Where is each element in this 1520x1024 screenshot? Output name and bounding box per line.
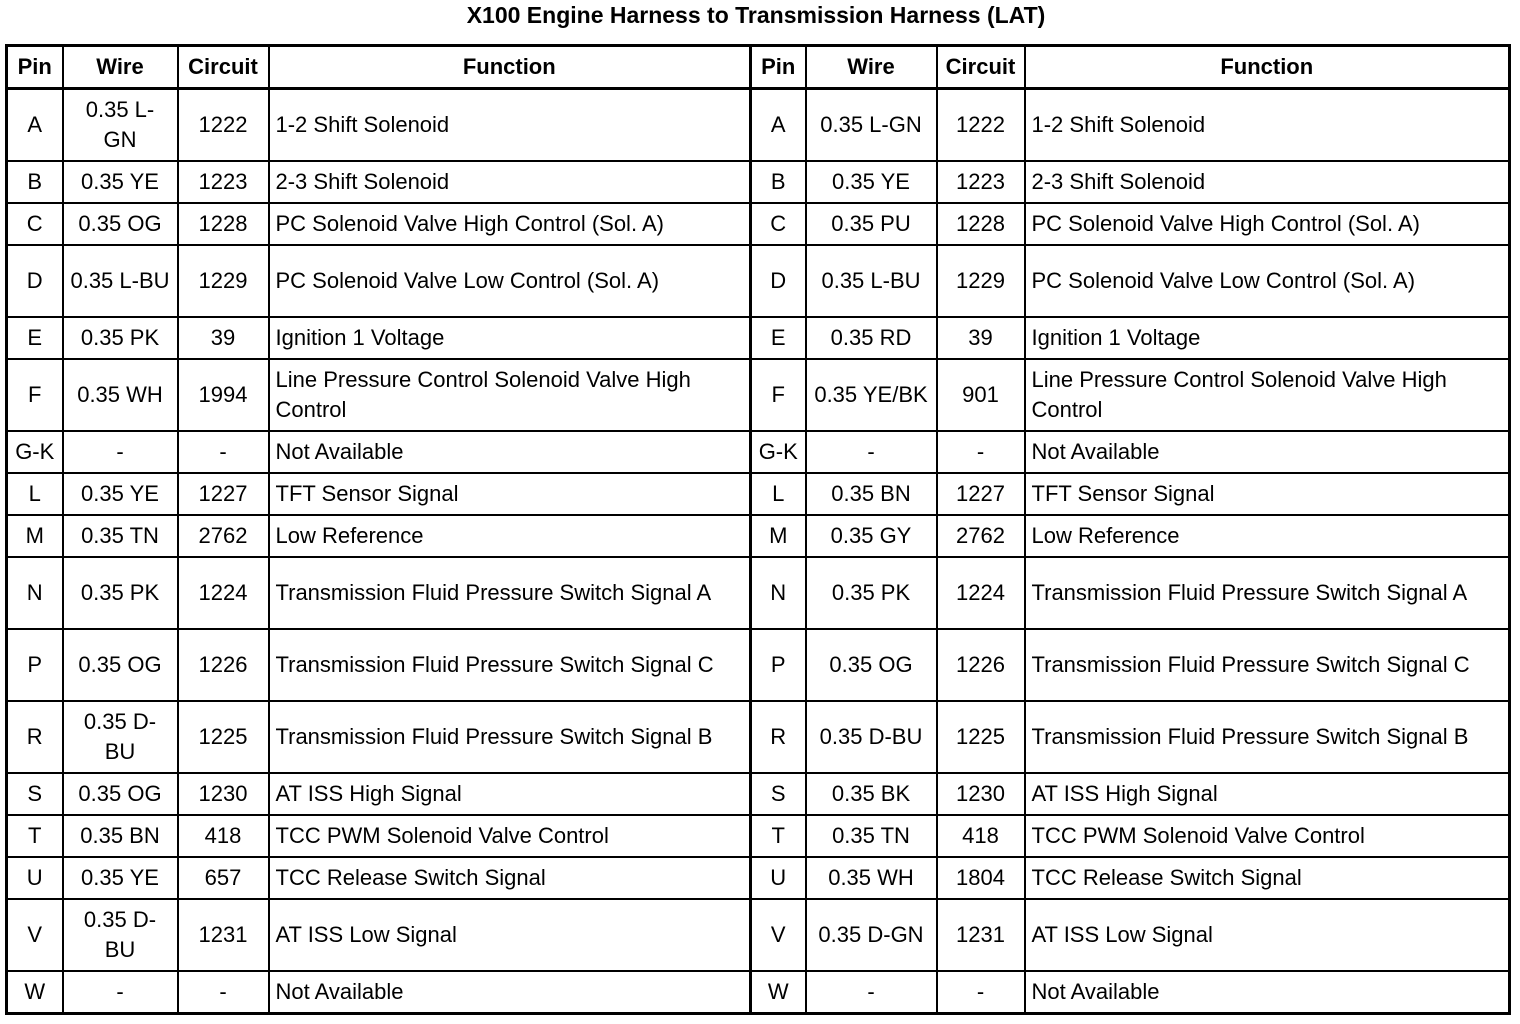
pin-right-cell: S <box>751 773 806 815</box>
header-row <box>7 46 1510 89</box>
circuit-right-cell: 39 <box>937 317 1025 359</box>
function-left-cell: Not Available <box>269 971 751 1014</box>
wire-right-cell: 0.35 GY <box>806 515 937 557</box>
function-left-cell: PC Solenoid Valve Low Control (Sol. A) <box>269 245 751 317</box>
pin-left-cell: U <box>7 857 63 899</box>
table-row <box>7 203 1510 245</box>
header-circuit-left: Circuit <box>178 46 269 89</box>
table-row <box>7 815 1510 857</box>
wire-right-cell: 0.35 WH <box>806 857 937 899</box>
pin-right-cell: R <box>751 701 806 773</box>
circuit-right-cell: 1226 <box>937 629 1025 701</box>
function-right-cell: 1-2 Shift Solenoid <box>1025 89 1510 162</box>
wire-right-cell: 0.35 TN <box>806 815 937 857</box>
function-left-cell: 1-2 Shift Solenoid <box>269 89 751 162</box>
pin-left-cell: C <box>7 203 63 245</box>
function-right-cell: Transmission Fluid Pressure Switch Signal C <box>1025 629 1510 701</box>
pin-right-cell: E <box>751 317 806 359</box>
function-left-cell: Not Available <box>269 431 751 473</box>
circuit-left-cell: 1225 <box>178 701 269 773</box>
function-left-cell: Low Reference <box>269 515 751 557</box>
wire-left-cell: 0.35 OG <box>63 629 178 701</box>
circuit-left-cell: 1229 <box>178 245 269 317</box>
function-right-cell: AT ISS Low Signal <box>1025 899 1510 971</box>
pin-right-cell: D <box>751 245 806 317</box>
function-left-cell: AT ISS High Signal <box>269 773 751 815</box>
circuit-left-cell: - <box>178 971 269 1014</box>
wire-left-cell: 0.35 D-BU <box>63 899 178 971</box>
function-left-cell: Transmission Fluid Pressure Switch Signal B <box>269 701 751 773</box>
pin-right-cell: F <box>751 359 806 431</box>
function-right-cell: PC Solenoid Valve Low Control (Sol. A) <box>1025 245 1510 317</box>
function-right-cell: Not Available <box>1025 971 1510 1014</box>
function-left-cell: TFT Sensor Signal <box>269 473 751 515</box>
pin-right-cell: T <box>751 815 806 857</box>
circuit-right-cell: 901 <box>937 359 1025 431</box>
table-title: X100 Engine Harness to Transmission Harness (LAT) <box>466 2 1046 28</box>
function-right-cell: TCC Release Switch Signal <box>1025 857 1510 899</box>
wire-left-cell: 0.35 OG <box>63 203 178 245</box>
pin-left-cell: S <box>7 773 63 815</box>
circuit-right-cell: 418 <box>937 815 1025 857</box>
pin-left-cell: V <box>7 899 63 971</box>
table-row <box>7 473 1510 515</box>
circuit-right-cell: 1229 <box>937 245 1025 317</box>
header-function-left: Function <box>269 46 751 89</box>
header-wire-right: Wire <box>806 46 937 89</box>
wire-left-cell: 0.35 YE <box>63 473 178 515</box>
function-right-cell: AT ISS High Signal <box>1025 773 1510 815</box>
table-row <box>7 773 1510 815</box>
pin-left-cell: B <box>7 161 63 203</box>
wire-right-cell: 0.35 OG <box>806 629 937 701</box>
wire-left-cell: - <box>63 971 178 1014</box>
circuit-right-cell: 1224 <box>937 557 1025 629</box>
header-wire-left: Wire <box>63 46 178 89</box>
wire-left-cell: 0.35 D-BU <box>63 701 178 773</box>
circuit-right-cell: 2762 <box>937 515 1025 557</box>
table-row <box>7 899 1510 971</box>
table-row <box>7 971 1510 1014</box>
function-left-cell: Line Pressure Control Solenoid Valve High Control <box>269 359 751 431</box>
pin-left-cell: M <box>7 515 63 557</box>
header-pin-left: Pin <box>7 46 63 89</box>
pin-right-cell: A <box>751 89 806 162</box>
header-function-right: Function <box>1025 46 1510 89</box>
pin-left-cell: D <box>7 245 63 317</box>
function-right-cell: Not Available <box>1025 431 1510 473</box>
wire-right-cell: 0.35 PK <box>806 557 937 629</box>
pin-left-cell: T <box>7 815 63 857</box>
pin-right-cell: M <box>751 515 806 557</box>
pin-rows <box>7 89 1510 1014</box>
circuit-right-cell: 1227 <box>937 473 1025 515</box>
circuit-right-cell: 1225 <box>937 701 1025 773</box>
pin-right-cell: N <box>751 557 806 629</box>
function-left-cell: Transmission Fluid Pressure Switch Signal A <box>269 557 751 629</box>
function-left-cell: Transmission Fluid Pressure Switch Signal C <box>269 629 751 701</box>
wire-left-cell: 0.35 YE <box>63 857 178 899</box>
wire-right-cell: - <box>806 431 937 473</box>
circuit-left-cell: 1230 <box>178 773 269 815</box>
table-row <box>7 515 1510 557</box>
circuit-left-cell: 657 <box>178 857 269 899</box>
pin-right-cell: L <box>751 473 806 515</box>
circuit-left-cell: 1223 <box>178 161 269 203</box>
pin-left-cell: W <box>7 971 63 1014</box>
pin-right-cell: W <box>751 971 806 1014</box>
pin-left-cell: N <box>7 557 63 629</box>
circuit-left-cell: 418 <box>178 815 269 857</box>
pin-left-cell: F <box>7 359 63 431</box>
wire-right-cell: 0.35 L-GN <box>806 89 937 162</box>
circuit-left-cell: 1231 <box>178 899 269 971</box>
table-row <box>7 701 1510 773</box>
wire-right-cell: 0.35 BK <box>806 773 937 815</box>
table-row <box>7 359 1510 431</box>
pin-left-cell: E <box>7 317 63 359</box>
circuit-right-cell: 1230 <box>937 773 1025 815</box>
pin-right-cell: P <box>751 629 806 701</box>
wire-left-cell: 0.35 L-GN <box>63 89 178 162</box>
table-row <box>7 857 1510 899</box>
circuit-left-cell: 1227 <box>178 473 269 515</box>
circuit-right-cell: 1804 <box>937 857 1025 899</box>
pin-right-cell: C <box>751 203 806 245</box>
table-row <box>7 89 1510 162</box>
pin-right-cell: G-K <box>751 431 806 473</box>
function-right-cell: 2-3 Shift Solenoid <box>1025 161 1510 203</box>
pinout-table <box>5 44 1511 1015</box>
circuit-right-cell: 1228 <box>937 203 1025 245</box>
function-right-cell: Ignition 1 Voltage <box>1025 317 1510 359</box>
wire-left-cell: - <box>63 431 178 473</box>
wire-right-cell: 0.35 D-BU <box>806 701 937 773</box>
circuit-left-cell: 1226 <box>178 629 269 701</box>
function-left-cell: TCC PWM Solenoid Valve Control <box>269 815 751 857</box>
pin-left-cell: A <box>7 89 63 162</box>
wire-left-cell: 0.35 BN <box>63 815 178 857</box>
wire-right-cell: 0.35 BN <box>806 473 937 515</box>
function-right-cell: TCC PWM Solenoid Valve Control <box>1025 815 1510 857</box>
circuit-right-cell: - <box>937 431 1025 473</box>
pin-right-cell: U <box>751 857 806 899</box>
wire-left-cell: 0.35 PK <box>63 557 178 629</box>
wire-left-cell: 0.35 TN <box>63 515 178 557</box>
table-row <box>7 161 1510 203</box>
function-left-cell: AT ISS Low Signal <box>269 899 751 971</box>
wire-right-cell: 0.35 YE <box>806 161 937 203</box>
wire-right-cell: 0.35 YE/BK <box>806 359 937 431</box>
wire-left-cell: 0.35 YE <box>63 161 178 203</box>
wire-left-cell: 0.35 L-BU <box>63 245 178 317</box>
function-right-cell: Transmission Fluid Pressure Switch Signal B <box>1025 701 1510 773</box>
table-row <box>7 317 1510 359</box>
table-row <box>7 557 1510 629</box>
pin-right-cell: V <box>751 899 806 971</box>
function-left-cell: 2-3 Shift Solenoid <box>269 161 751 203</box>
pin-left-cell: P <box>7 629 63 701</box>
circuit-right-cell: 1231 <box>937 899 1025 971</box>
pin-right-cell: B <box>751 161 806 203</box>
wire-right-cell: 0.35 D-GN <box>806 899 937 971</box>
function-right-cell: TFT Sensor Signal <box>1025 473 1510 515</box>
function-left-cell: PC Solenoid Valve High Control (Sol. A) <box>269 203 751 245</box>
wire-left-cell: 0.35 WH <box>63 359 178 431</box>
wire-right-cell: - <box>806 971 937 1014</box>
table-row <box>7 431 1510 473</box>
function-right-cell: Transmission Fluid Pressure Switch Signal A <box>1025 557 1510 629</box>
header-pin-right: Pin <box>751 46 806 89</box>
wire-left-cell: 0.35 PK <box>63 317 178 359</box>
wire-left-cell: 0.35 OG <box>63 773 178 815</box>
wire-right-cell: 0.35 PU <box>806 203 937 245</box>
circuit-left-cell: - <box>178 431 269 473</box>
circuit-left-cell: 1222 <box>178 89 269 162</box>
table-row <box>7 629 1510 701</box>
pin-left-cell: R <box>7 701 63 773</box>
function-right-cell: Low Reference <box>1025 515 1510 557</box>
function-left-cell: Ignition 1 Voltage <box>269 317 751 359</box>
circuit-left-cell: 1228 <box>178 203 269 245</box>
wire-right-cell: 0.35 L-BU <box>806 245 937 317</box>
header-circuit-right: Circuit <box>937 46 1025 89</box>
circuit-left-cell: 1994 <box>178 359 269 431</box>
function-left-cell: TCC Release Switch Signal <box>269 857 751 899</box>
circuit-left-cell: 39 <box>178 317 269 359</box>
function-right-cell: PC Solenoid Valve High Control (Sol. A) <box>1025 203 1510 245</box>
pin-left-cell: L <box>7 473 63 515</box>
circuit-right-cell: 1223 <box>937 161 1025 203</box>
circuit-left-cell: 1224 <box>178 557 269 629</box>
function-right-cell: Line Pressure Control Solenoid Valve High Control <box>1025 359 1510 431</box>
circuit-left-cell: 2762 <box>178 515 269 557</box>
circuit-right-cell: 1222 <box>937 89 1025 162</box>
table-row <box>7 245 1510 317</box>
wire-right-cell: 0.35 RD <box>806 317 937 359</box>
pin-left-cell: G-K <box>7 431 63 473</box>
circuit-right-cell: - <box>937 971 1025 1014</box>
